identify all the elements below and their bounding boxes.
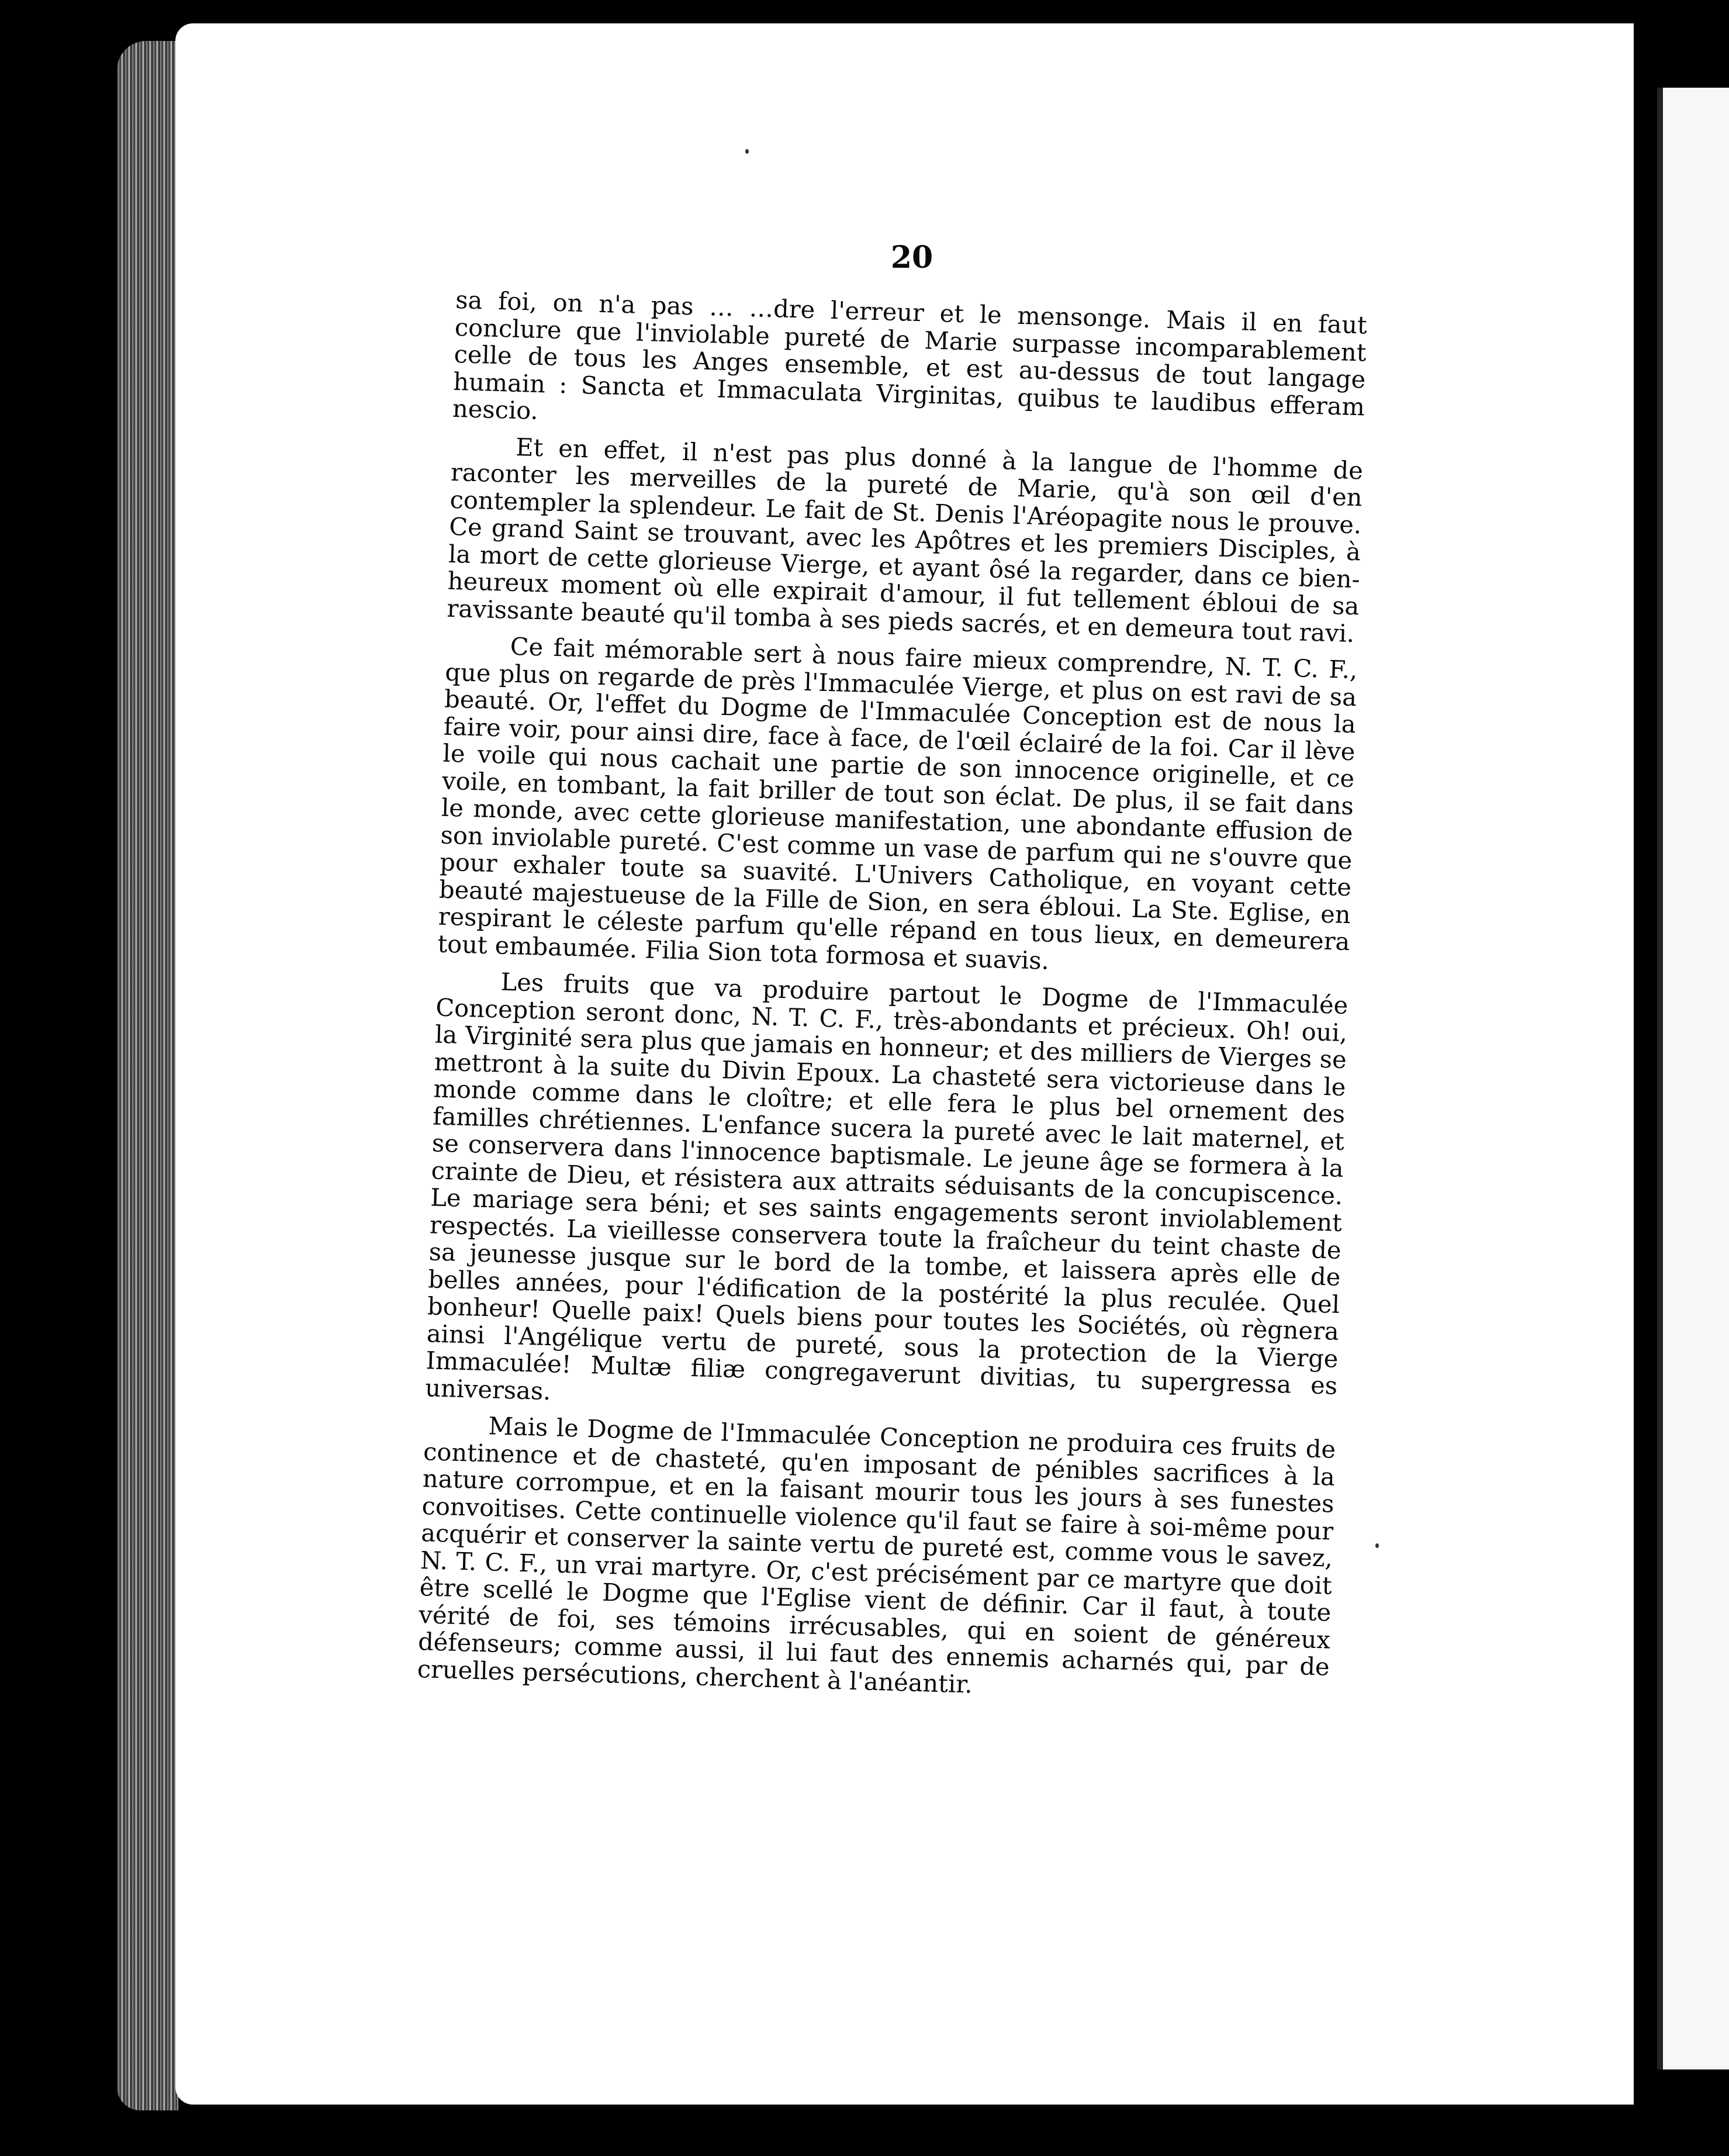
- scan-speck: [745, 149, 749, 154]
- scan-gutter: [1634, 0, 1657, 2156]
- paragraph: sa foi, on n'a pas … …dre l'erreur et le mensonge. Mais il en faut conclure que l'inviolable pureté de Marie surpasse incomparablement celle de tous les Anges ensemble, et est au-dessus de tout langage humain : Sancta et Immaculata Virginitas, quibus te laudibus efferam nescio.: [452, 285, 1368, 426]
- page-number: 20: [890, 240, 933, 275]
- body-text: [417, 286, 1368, 1718]
- paragraph: Et en effet, il n'est pas plus donné à la langue de l'homme de raconter les merveilles de la pureté de Marie, qu'à son œil d'en contempler la splendeur. Le fait de St. Denis l'Aréopagite nous le prouve. Ce grand Saint se trouvant, avec les Apôtres et les premiers Disciples, à la mort de cette glorieuse Vierge, et ayant ôsé la regarder, dans ce bien-heureux moment où elle expirait d'amour, il fut tellement ébloui de sa ravissante beauté qu'il tomba à ses pieds sacrés, et en demeura tout ravi.: [446, 432, 1364, 648]
- paragraph: Ce fait mémorable sert à nous faire mieux comprendre, N. T. C. F., que plus on regarde de près l'Immaculée Vierge, et plus on est ravi de sa beauté. Or, l'effet du Dogme de l'Immaculée Conception est de nous la faire voir, pour ainsi dire, face à face, de l'œil éclairé de la foi. Car il lève le voile qui nous cachait une partie de son innocence originelle, et ce voile, en tombant, la fait briller de tout son éclat. De plus, il se fait dans le monde, avec cette glorieuse manifestation, une abondante effusion de son inviolable pureté. C'est comme un vase de parfum qui ne s'ouvre que pour exhaler toute sa suavité. L'Univers Catholique, en voyant cette beauté majestueuse de la Fille de Sion, en sera ébloui. La Ste. Eglise, en respirant le céleste parfum qu'elle répand en tous lieux, en demeurera tout embaumée. Filia Sion tota formosa et suavis.: [437, 631, 1358, 975]
- paragraph: Mais le Dogme de l'Immaculée Conception ne produira ces fruits de continence et de chasteté, qu'en imposant de pénibles sacrifices à la nature corrompue, et en la faisant mourir tous les jours à ses funestes convoitises. Cette continuelle violence qu'il faut se faire à soi-même pour acquérir et conserver la sainte vertu de pureté est, comme vous le savez, N. T. C. F., un vrai martyre. Or, c'est précisément par ce martyre que doit être scellé le Dogme que l'Eglise vient de définir. Car il faut, à toute vérité de foi, ses témoins irrécusables, qui en soient de généreux défenseurs; comme aussi, il lui faut des ennemis acharnés qui, par de cruelles persécutions, cherchent à l'anéantir.: [417, 1411, 1336, 1699]
- paragraph: Les fruits que va produire partout le Dogme de l'Immaculée Conception seront donc, N. T. C. F., très-abondants et précieux. Oh! oui, la Virginité sera plus que jamais en honneur; et des milliers de Vierges se mettront à la suite du Divin Epoux. La chasteté sera victorieuse dans le monde comme dans le cloître; et elle fera le plus bel ornement des familles chrétiennes. L'enfance sucera la pureté avec le lait maternel, et se conservera dans l'innocence baptismale. Le jeune âge se formera à la crainte de Dieu, et résistera aux attraits séduisants de la concupiscence. Le mariage sera béni; et ses saints engagements seront inviolablement respectés. La vieillesse conservera toute la fraîcheur du teint chaste de sa jeunesse jusque sur le bord de la tombe, et laissera après elle de belles années, pour l'édification de la postérité la plus reculée. Quel bonheur! Quelle paix! Quels biens pour toutes les Sociétés, où règnera ainsi l'Angélique vertu de pureté, sous la protection de la Vierge Immaculée! Multæ filiæ congregaverunt divitias, tu supergressa es universas.: [424, 967, 1348, 1405]
- book-page-edges: [117, 41, 178, 2110]
- facing-page-fold: [1657, 88, 1663, 2069]
- scan-left-margin: [0, 0, 123, 2156]
- scan-speck: [1375, 1543, 1379, 1548]
- facing-page-edge: [1657, 88, 1729, 2069]
